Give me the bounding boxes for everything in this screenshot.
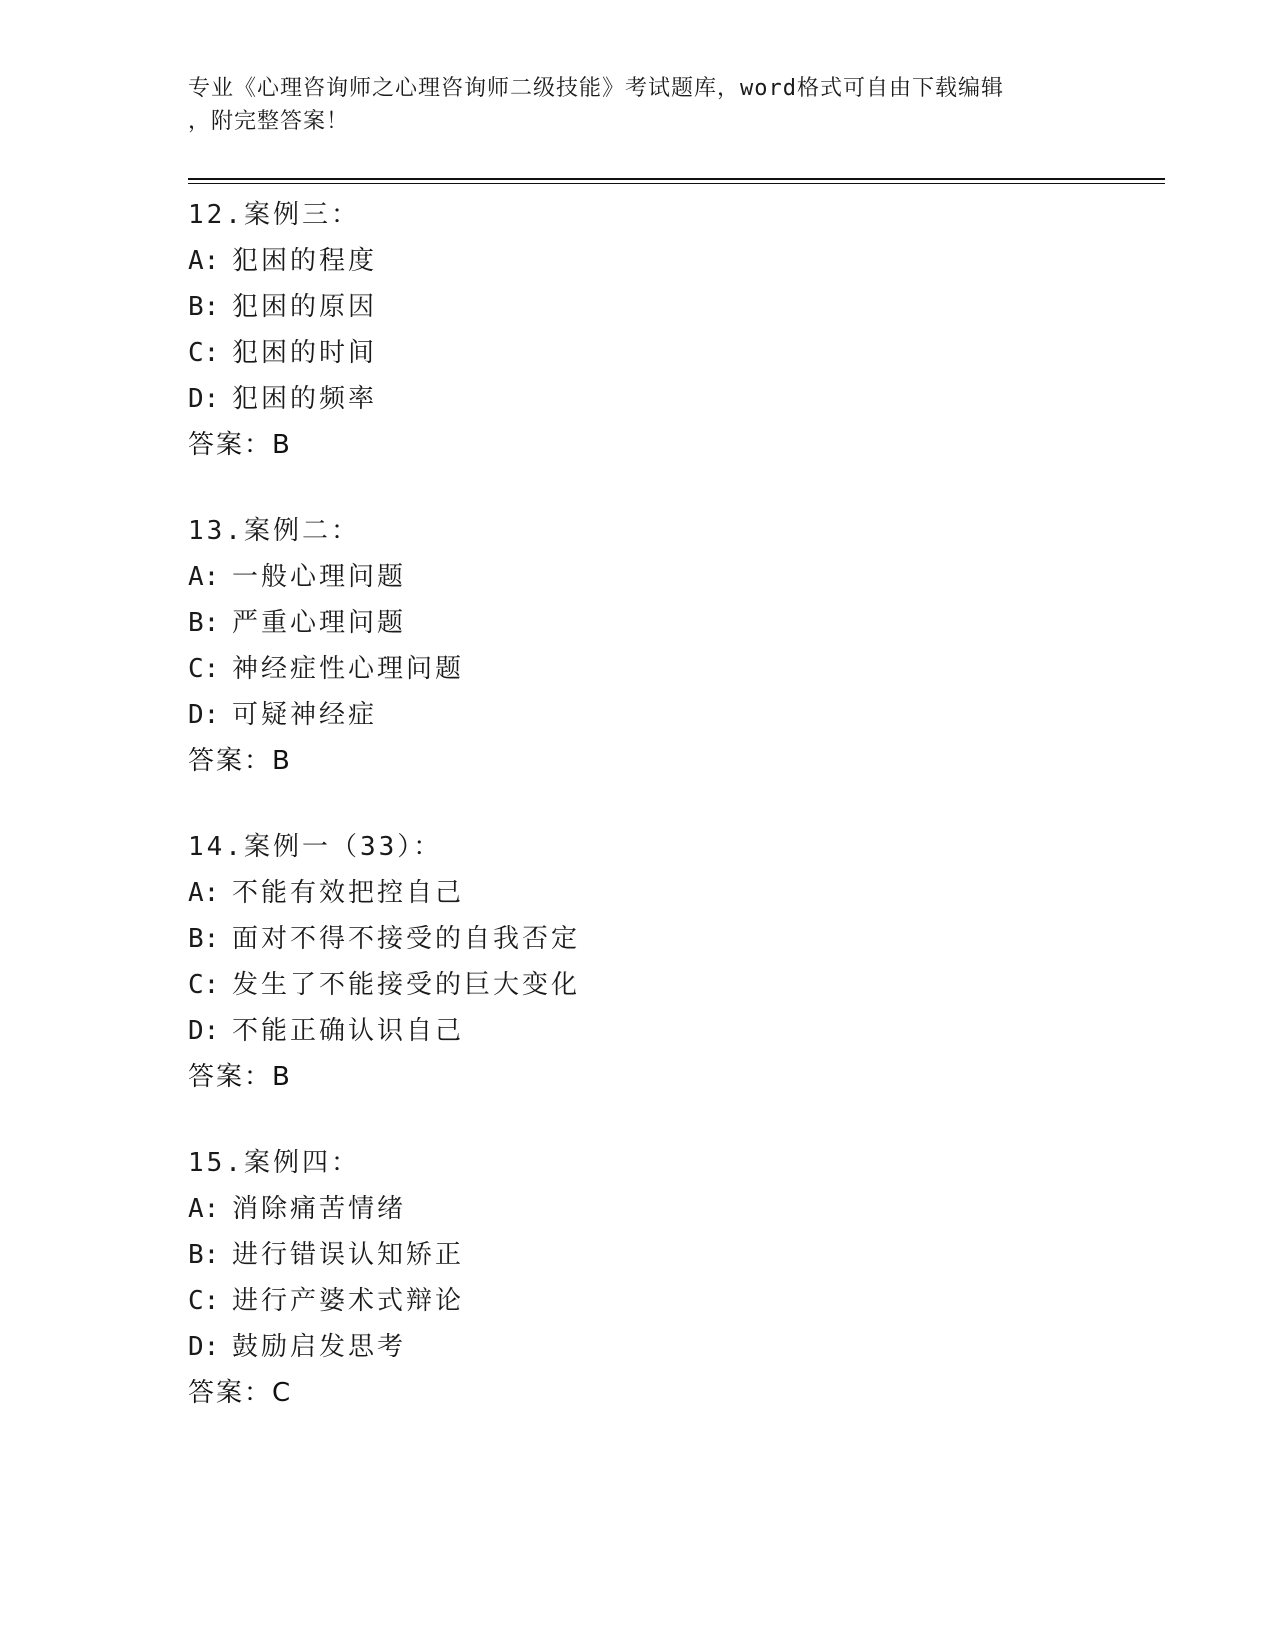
header-line-2: ，附完整答案！ <box>188 109 350 134</box>
option-text: 犯困的原因 <box>232 292 378 322</box>
option-c <box>188 646 1088 692</box>
option-letter: B: <box>188 924 220 954</box>
question-title: 12.案例三： <box>188 200 360 230</box>
option-letter: A: <box>188 1194 220 1224</box>
option-b <box>188 600 1088 646</box>
question-14 <box>188 824 1088 1100</box>
option-letter: C: <box>188 970 220 1000</box>
answer-line: 答案：B <box>188 1062 292 1092</box>
question-title: 13.案例二： <box>188 516 360 546</box>
option-letter: B: <box>188 608 220 638</box>
option-b <box>188 1232 1088 1278</box>
option-letter: B: <box>188 1240 220 1270</box>
option-letter: C: <box>188 1286 220 1316</box>
option-text: 发生了不能接受的巨大变化 <box>232 970 581 1000</box>
option-letter: A: <box>188 562 220 592</box>
option-b <box>188 916 1088 962</box>
option-text: 进行错误认知矫正 <box>232 1240 465 1270</box>
option-letter: D: <box>188 700 220 730</box>
option-letter: D: <box>188 384 220 414</box>
option-text: 不能有效把控自己 <box>232 878 465 908</box>
option-text: 神经症性心理问题 <box>232 654 465 684</box>
question-12 <box>188 192 1088 468</box>
question-title: 15.案例四： <box>188 1148 360 1178</box>
question-list <box>188 192 1088 1456</box>
option-c <box>188 1278 1088 1324</box>
option-letter: B: <box>188 292 220 322</box>
option-a <box>188 238 1088 284</box>
option-text: 进行产婆术式辩论 <box>232 1286 465 1316</box>
option-d <box>188 692 1088 738</box>
header-divider-thin <box>188 183 1165 184</box>
option-c <box>188 962 1088 1008</box>
option-a <box>188 870 1088 916</box>
option-d <box>188 1324 1088 1370</box>
option-text: 一般心理问题 <box>232 562 407 592</box>
header-divider-thick <box>188 178 1165 180</box>
option-letter: A: <box>188 878 220 908</box>
option-text: 消除痛苦情绪 <box>232 1194 407 1224</box>
option-text: 犯困的程度 <box>232 246 378 276</box>
option-text: 犯困的时间 <box>232 338 378 368</box>
option-c <box>188 330 1088 376</box>
question-15 <box>188 1140 1088 1416</box>
option-letter: C: <box>188 654 220 684</box>
answer-line: 答案：C <box>188 1378 293 1408</box>
option-letter: D: <box>188 1016 220 1046</box>
document-header <box>188 72 1088 138</box>
option-text: 犯困的频率 <box>232 384 378 414</box>
question-13 <box>188 508 1088 784</box>
option-d <box>188 376 1088 422</box>
option-text: 可疑神经症 <box>232 700 378 730</box>
option-d <box>188 1008 1088 1054</box>
answer-line: 答案：B <box>188 430 292 460</box>
option-letter: C: <box>188 338 220 368</box>
option-text: 面对不得不接受的自我否定 <box>232 924 581 954</box>
header-line-1: 专业《心理咨询师之心理咨询师二级技能》考试题库，word格式可自由下载编辑 <box>188 76 1004 101</box>
option-letter: D: <box>188 1332 220 1362</box>
option-a <box>188 554 1088 600</box>
option-b <box>188 284 1088 330</box>
option-text: 严重心理问题 <box>232 608 407 638</box>
question-title: 14.案例一（33）： <box>188 832 443 862</box>
answer-line: 答案：B <box>188 746 292 776</box>
option-text: 不能正确认识自己 <box>232 1016 465 1046</box>
option-a <box>188 1186 1088 1232</box>
option-text: 鼓励启发思考 <box>232 1332 407 1362</box>
option-letter: A: <box>188 246 220 276</box>
